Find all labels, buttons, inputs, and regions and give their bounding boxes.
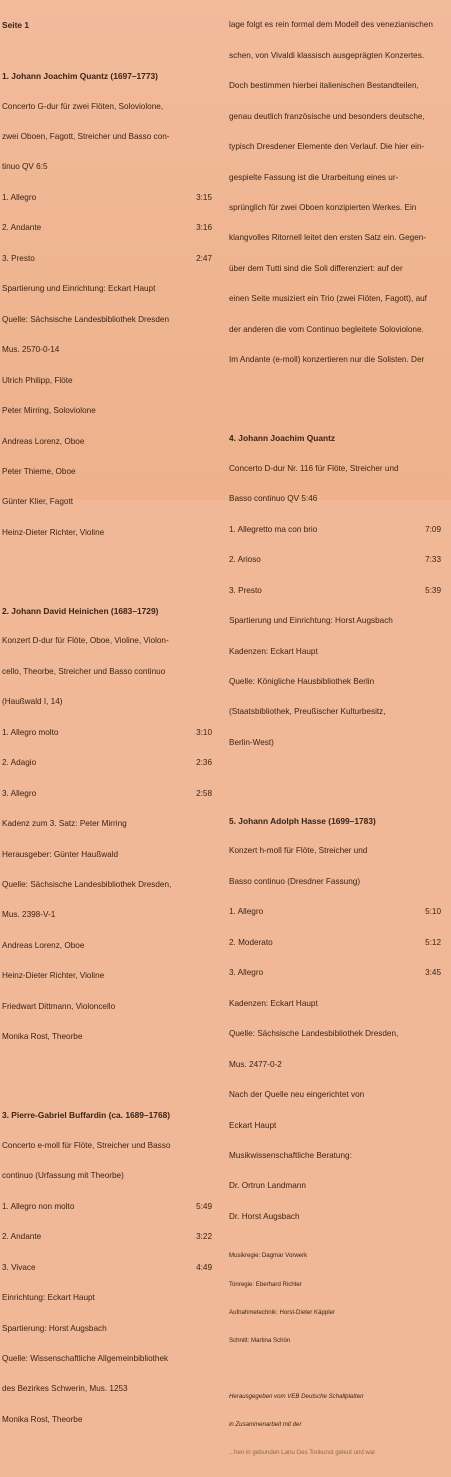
production-credit: Tonregie: Eberhard Richter xyxy=(229,1280,302,1288)
piece-5-desc: Basso continuo (Dresdner Fassung) xyxy=(229,876,361,886)
piece-5-desc: Konzert h-moll für Flöte, Streicher und xyxy=(229,846,368,856)
intro-line: einen Seite musiziert ein Trio (zwei Flöten, Fagott), auf xyxy=(229,294,427,304)
movement-row xyxy=(229,968,441,978)
movement-name: 3. Presto xyxy=(2,253,35,263)
credit-line: Nach der Quelle neu eingerichtet von xyxy=(229,1090,365,1100)
credit-line: Peter Thieme, Oboe xyxy=(2,466,76,476)
intro-line: gespielte Fassung ist die Urarbeitung eines ur- xyxy=(229,172,399,182)
intro-line: der anderen die vom Continuo begleitete Soloviolone. xyxy=(229,324,424,334)
movement-name: 1. Allegro non molto xyxy=(2,1201,75,1211)
intro-line: genau deutlich französische und besonders deutsche, xyxy=(229,111,425,121)
credit-line: Quelle: Sächsische Landesbibliothek Dresden, xyxy=(229,1029,399,1039)
piece-2-heading: 2. Johann David Heinichen (1683–1729) xyxy=(2,605,159,616)
intro-line: Doch bestimmen hierbei italienischen Bestandteilen, xyxy=(229,81,419,91)
movement-name: 1. Allegro molto xyxy=(2,727,59,737)
piece-5-heading: 5. Johann Adolph Hasse (1699–1783) xyxy=(229,815,376,826)
credit-line: Berlin-West) xyxy=(229,737,274,747)
piece-3-desc: Concerto e-moll für Flöte, Streicher und Basso xyxy=(2,1140,171,1150)
right-column xyxy=(229,0,447,1457)
credit-line: Kadenz zum 3. Satz: Peter Mirring xyxy=(2,819,127,829)
movement-time: 7:09 xyxy=(425,524,441,534)
intro-line: klangvolles Ritornell leitet den ersten Satz ein. Gegen- xyxy=(229,233,427,243)
credit-line: Eckart Haupt xyxy=(229,1120,277,1130)
movement-name: 3. Vivace xyxy=(2,1262,36,1272)
credit-line: (Staatsbibliothek, Preußischer Kulturbesitz, xyxy=(229,707,386,717)
movement-name: 3. Allegro xyxy=(229,968,264,978)
side-label: Seite 1 xyxy=(2,20,30,31)
movement-row xyxy=(2,728,212,738)
left-column xyxy=(2,0,216,1424)
movement-time: 3:10 xyxy=(196,727,212,737)
credit-line: Dr. Horst Augsbach xyxy=(229,1211,300,1221)
production-credit: Schnitt: Martina Schön xyxy=(229,1337,291,1345)
credit-line: Quelle: Sächsische Landesbibliothek Dresden, xyxy=(2,880,172,890)
piece-4-heading: 4. Johann Joachim Quantz xyxy=(229,433,336,444)
credit-line: Andreas Lorenz, Oboe xyxy=(2,940,85,950)
credit-line: Dr. Ortrun Landmann xyxy=(229,1181,306,1191)
piece-2-desc: Konzert D-dur für Flöte, Oboe, Violine, Violon- xyxy=(2,636,169,646)
credit-line: Quelle: Wissenschaftliche Allgemeinbibliothek xyxy=(2,1354,169,1363)
movement-name: 3. Allegro xyxy=(2,788,37,798)
movement-time: 3:45 xyxy=(425,968,441,978)
credit-line: Günter Klier, Fagott xyxy=(2,497,73,507)
movement-name: 1. Allegro xyxy=(229,907,264,917)
credit-line: Friedwart Dittmann, Violoncello xyxy=(2,1001,116,1011)
credit-line: Spartierung und Einrichtung: Horst Augsbach xyxy=(229,616,393,626)
credit-line: Kadenzen: Eckart Haupt xyxy=(229,646,318,656)
credit-line: Herausgeber: Günter Haußwald xyxy=(2,849,119,859)
credit-line: Heinz-Dieter Richter, Violine xyxy=(2,971,105,981)
credit-line: Peter Mirring, Soloviolone xyxy=(2,406,96,416)
credit-line: Ulrich Philipp, Flöte xyxy=(2,375,73,385)
intro-line: sprünglich für zwei Oboen konzipierten Werkes. Ein xyxy=(229,203,417,213)
movement-time: 7:33 xyxy=(425,555,441,565)
movement-name: 2. Andante xyxy=(2,223,42,233)
movement-time: 3:16 xyxy=(196,223,212,233)
piece-1-heading: 1. Johann Joachim Quantz (1697–1773) xyxy=(2,71,158,82)
cut-off-line: ...hen in gebunden Lanu Ges Tonkunst geleut und war xyxy=(229,1449,376,1457)
movement-name: 2. Arioso xyxy=(229,555,261,565)
credit-line: Mus. 2570-0-14 xyxy=(2,345,60,355)
piece-1-desc: Concerto G-dur für zwei Flöten, Soloviolone, xyxy=(2,101,164,111)
movement-row xyxy=(2,1202,212,1212)
movement-row xyxy=(229,907,441,917)
publisher-line: in Zusammenarbeit mit der xyxy=(229,1420,302,1428)
movement-row xyxy=(2,223,212,233)
credit-line: Musikwissenschaftliche Beratung: xyxy=(229,1150,352,1160)
movement-row xyxy=(229,938,441,948)
intro-line: lage folgt es rein formal dem Modell des venezianischen xyxy=(229,20,433,30)
piece-3-heading: 3. Pierre-Gabriel Buffardin (ca. 1689–1768) xyxy=(2,1110,171,1121)
credit-line: Kadenzen: Eckart Haupt xyxy=(229,998,318,1008)
movement-row xyxy=(2,1232,212,1242)
piece-4-desc: Concerto D-dur Nr. 116 für Flöte, Streicher und xyxy=(229,463,399,473)
movement-time: 5:49 xyxy=(196,1201,212,1211)
movement-row xyxy=(229,555,441,565)
credit-line: Monika Rost, Theorbe xyxy=(2,1032,83,1042)
credit-line: Heinz-Dieter Richter, Violine xyxy=(2,527,105,537)
credit-line: des Bezirkes Schwerin, Mus. 1253 xyxy=(2,1384,128,1394)
movement-name: 1. Allegro xyxy=(2,192,37,202)
production-credit: Musikregie: Dagmar Vorwerk xyxy=(229,1252,308,1260)
movement-time: 4:49 xyxy=(196,1262,212,1272)
movement-time: 2:47 xyxy=(196,253,212,263)
credit-line: Spartierung und Einrichtung: Eckart Haupt xyxy=(2,284,156,294)
intro-line: über dem Tutti sind die Soli differenziert: auf der xyxy=(229,263,403,273)
movement-time: 5:39 xyxy=(425,585,441,595)
piece-4-desc: Basso continuo QV 5:46 xyxy=(229,494,318,504)
movement-row xyxy=(2,1263,212,1273)
credit-line: Mus. 2398-V-1 xyxy=(2,910,56,920)
credit-line: Spartierung: Horst Augsbach xyxy=(2,1323,107,1333)
movement-name: 2. Adagio xyxy=(2,758,37,768)
production-credit: Aufnahmetechnik: Horst-Dieter Käppler xyxy=(229,1308,336,1316)
intro-line: typisch Dresdener Elemente den Verlauf. Die hier ein- xyxy=(229,142,425,152)
movement-row xyxy=(2,254,212,264)
movement-name: 2. Moderato xyxy=(229,937,273,947)
publisher-line: Herausgegeben vom VEB Deutsche Schallplatten xyxy=(229,1392,364,1400)
piece-2-desc: (Haußwald I, 14) xyxy=(2,697,63,707)
credit-line: Mus. 2477-0-2 xyxy=(229,1059,282,1069)
movement-row xyxy=(2,758,212,768)
movement-name: 2. Andante xyxy=(2,1232,42,1242)
credit-line: Monika Rost, Theorbe xyxy=(2,1414,83,1424)
movement-time: 2:58 xyxy=(196,788,212,798)
credit-line: Quelle: Königliche Hausbibliothek Berlin xyxy=(229,677,375,686)
credit-line: Einrichtung: Eckart Haupt xyxy=(2,1293,95,1303)
movement-name: 1. Allegretto ma con brio xyxy=(229,524,318,534)
piece-3-desc: continuo (Urfassung mit Theorbe) xyxy=(2,1171,124,1181)
movement-row xyxy=(2,789,212,799)
piece-2-desc: cello, Theorbe, Streicher und Basso continuo xyxy=(2,666,166,676)
movement-time: 2:36 xyxy=(196,758,212,768)
intro-line: schen, von Vivaldi klassisch ausgeprägten Konzertes. xyxy=(229,50,425,60)
movement-time: 5:10 xyxy=(425,907,441,917)
piece-1-desc: tinuo QV 6:5 xyxy=(2,162,48,172)
credit-line: Quelle: Sächsische Landesbibliothek Dresden xyxy=(2,314,170,324)
movement-row xyxy=(229,525,441,535)
movement-time: 5:12 xyxy=(425,937,441,947)
piece-1-desc: zwei Oboen, Fagott, Streicher und Basso con- xyxy=(2,131,170,141)
movement-row xyxy=(229,586,441,596)
intro-line: Im Andante (e-moll) konzertieren nur die Solisten. Der xyxy=(229,355,425,365)
movement-name: 3. Presto xyxy=(229,585,262,595)
movement-time: 3:22 xyxy=(196,1232,212,1242)
movement-row xyxy=(2,193,212,203)
movement-time: 3:15 xyxy=(196,192,212,202)
credit-line: Andreas Lorenz, Oboe xyxy=(2,436,85,446)
